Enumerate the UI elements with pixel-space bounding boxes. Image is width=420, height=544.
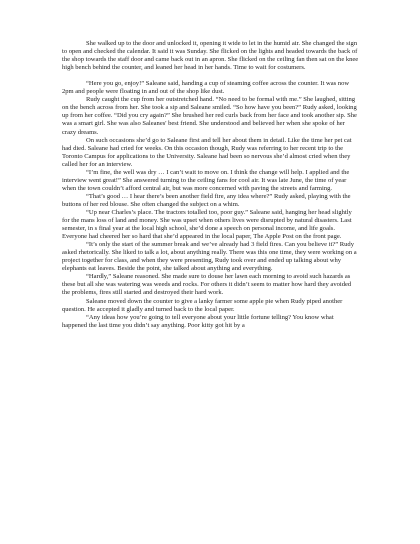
paragraph-5: “I’m fine, the well was dry … I can’t wait to move on. I think the change will help. I applied and the interview went great!” She answered turning to the ceiling fans for cool air. It was late June, the time of year when the town couldn’t afford central air, but was more concerned with paving the streets and farming. xyxy=(62,168,350,192)
paragraph-9: “Hardly,” Saleane reasoned. She made sure to douse her lawn each morning to avoid such hazards as these but all she was watering was weeds and rocks. For others it didn’t seem to matter how hard they avoided the problems, fires still started and destroyed their hard work. xyxy=(62,273,352,297)
paragraph-7: “Up near Charles’s place. The tractors totalled too, poor guy.” Saleane said, hanging her head slightly for the mans loss of land and money. She was upset when others lives were disrupted by natural disasters. Last semester, in s final year at the local high school, she’d done a speech on personal income, and life goals. Everyone had cheered her so hard that she’d appeared in the local paper, The Apple Post on the front page. xyxy=(62,208,352,241)
paragraph-gap xyxy=(62,72,360,80)
paragraph-8: “It’s only the start of the summer break and we’ve already had 3 field fires. Can you believe it?” Rudy asked rhetorically. She liked to talk a lot, about anything really. There was this one time, they were working on a project together for class, and when they were presenting, Rudy took over and ended up talking about why elephants eat leaves. Beside the point, she talked about anything and everything. xyxy=(62,241,357,273)
paragraph-3: Rudy caught the cup from her outstretched hand. “No need to be formal with me.” She laughed, sitting on the bench across from her. She took a sip and Saleane smiled. “So how have you been?” Rudy asked, looking up from her coffee. “Did you cry again?” She brushed her red curls back from her face and took another sip. She was a smart girl. She was also Saleanes' best friend. She understood and believed her when she spoke of her crazy dreams. xyxy=(62,96,357,136)
paragraph-11: “Any ideas how you’re going to tell everyone about your little fortune telling? You know what happened the last time you didn’t say anything. Poor kitty got hit by a xyxy=(62,313,334,329)
paragraph-1: She walked up to the door and unlocked it, opening it wide to let in the humid air. She changed the sign to open and checked the calendar. It said it was Sunday. She flicked on the lights and headed towards the back of the shop towards the staff door and came back out in an apron. She flicked on the ceiling fan then sat on the knee high bench behind the counter, and leaned her head in her hands. Time to wait for costumers. xyxy=(62,40,359,72)
paragraph-6: “That’s good … I hear there’s been another field fire, any idea where?” Rudy asked, playing with the buttons of her red blouse. She often changed the subject on a whim. xyxy=(62,192,351,208)
paragraph-10: Saleane moved down the counter to give a lanky farmer some apple pie when Rudy piped another question. He accepted it gladly and turned back to the local paper. xyxy=(62,297,343,313)
paragraph-4: On such occasions she’d go to Saleane first and tell her about them in detail. Like the time her pet cat had died. Saleane had cried for weeks. On this occasion though, Rudy was referring to her recent trip to the Toronto Campus for applications to the University. Saleane had been so nervous she’d almost cried when they called her for an interview. xyxy=(62,136,352,168)
paragraph-2: “Here you go, enjoy!” Saleane said, handing a cup of steaming coffee across the counter. It was now 2pm and people were floating in and out of the shop like dust. xyxy=(62,80,350,96)
story-text xyxy=(62,40,360,330)
